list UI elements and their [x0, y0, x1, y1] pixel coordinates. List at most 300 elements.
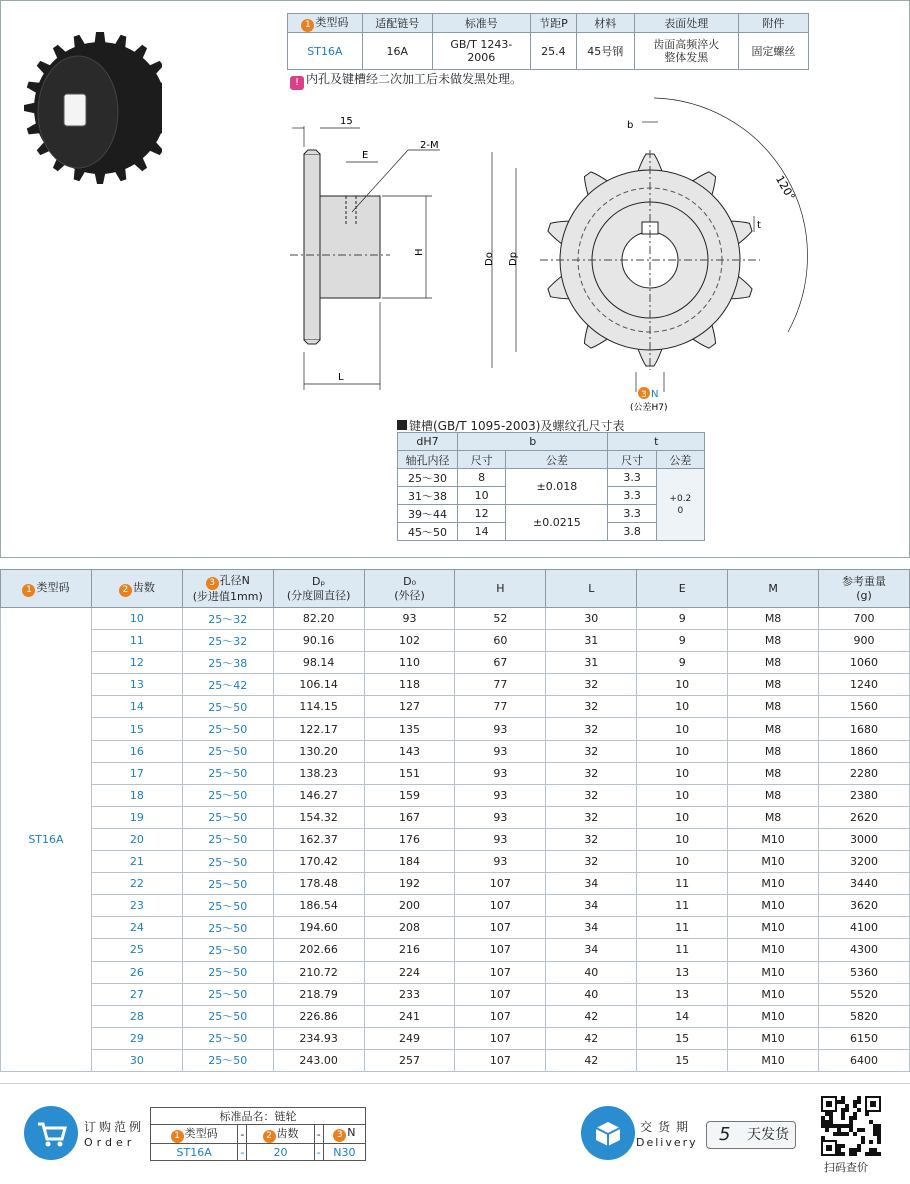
cell-e: 10 — [637, 740, 728, 762]
delivery-title-en: Delivery — [636, 1136, 698, 1149]
cell-h: 93 — [455, 718, 546, 740]
cell-bore: 25～38 — [182, 652, 273, 674]
cell-weight: 5820 — [819, 1005, 910, 1027]
cell-m: M8 — [728, 608, 819, 630]
spec-material: 45号钢 — [576, 33, 634, 70]
cell-l: 40 — [546, 961, 637, 983]
ex-type: ST16A — [151, 1144, 238, 1161]
cell-e: 10 — [637, 696, 728, 718]
spec-header-chain: 适配链号 — [362, 14, 432, 33]
cell-dp: 210.72 — [273, 961, 364, 983]
kw-t: 3.3 — [608, 505, 656, 523]
cell-do: 143 — [364, 740, 455, 762]
spec-surface: 齿面高频淬火 整体发黑 — [634, 33, 738, 70]
table-row — [1, 939, 910, 961]
cell-bore: 25～50 — [182, 939, 273, 961]
cell-l: 32 — [546, 806, 637, 828]
dim-Dp: Dp — [508, 251, 519, 266]
spec-standard: GB/T 1243- 2006 — [432, 33, 530, 70]
cell-e: 11 — [637, 895, 728, 917]
cell-bore: 25～42 — [182, 674, 273, 696]
cell-weight: 3620 — [819, 895, 910, 917]
footer — [0, 1083, 910, 1184]
cell-dp: 234.93 — [273, 1027, 364, 1049]
cell-e: 13 — [637, 961, 728, 983]
cell-teeth: 24 — [91, 917, 182, 939]
kw-h-bsize: 尺寸 — [458, 451, 506, 469]
cell-dp: 202.66 — [273, 939, 364, 961]
kw-b: 14 — [458, 523, 506, 541]
main-h-weight: 参考重量 (g) — [819, 570, 910, 608]
cell-do: 233 — [364, 983, 455, 1005]
cell-bore: 25～50 — [182, 961, 273, 983]
cell-h: 67 — [455, 652, 546, 674]
cell-h: 77 — [455, 696, 546, 718]
cell-dp: 194.60 — [273, 917, 364, 939]
cell-dp: 122.17 — [273, 718, 364, 740]
cell-h: 107 — [455, 939, 546, 961]
cell-l: 34 — [546, 895, 637, 917]
cell-bore: 25～50 — [182, 718, 273, 740]
cell-h: 107 — [455, 1049, 546, 1071]
cell-weight: 5520 — [819, 983, 910, 1005]
cell-teeth: 10 — [91, 608, 182, 630]
cell-weight: 3200 — [819, 851, 910, 873]
ex-teeth: 20 — [247, 1144, 314, 1161]
cell-l: 40 — [546, 983, 637, 1005]
spec-header-material: 材料 — [576, 14, 634, 33]
cell-m: M10 — [728, 961, 819, 983]
table-row — [1, 1005, 910, 1027]
cell-l: 32 — [546, 784, 637, 806]
cell-h: 93 — [455, 851, 546, 873]
cell-dp: 178.48 — [273, 873, 364, 895]
cell-teeth: 11 — [91, 630, 182, 652]
cell-l: 42 — [546, 1027, 637, 1049]
cell-m: M8 — [728, 762, 819, 784]
cell-l: 42 — [546, 1005, 637, 1027]
kw-h-t: t — [608, 433, 705, 451]
cell-h: 77 — [455, 674, 546, 696]
cell-weight: 6400 — [819, 1049, 910, 1071]
cell-weight: 3440 — [819, 873, 910, 895]
cell-teeth: 25 — [91, 939, 182, 961]
dim-Do: Do — [484, 252, 495, 266]
cell-e: 10 — [637, 674, 728, 696]
cell-h: 107 — [455, 1027, 546, 1049]
cell-weight: 900 — [819, 630, 910, 652]
kw-t: 3.3 — [608, 469, 656, 487]
cell-l: 32 — [546, 696, 637, 718]
cell-h: 52 — [455, 608, 546, 630]
spec-chain: 16A — [362, 33, 432, 70]
cell-bore: 25～32 — [182, 608, 273, 630]
cell-teeth: 22 — [91, 873, 182, 895]
sprocket-photo — [22, 8, 162, 186]
kw-h-shaft: 轴孔内径 — [398, 451, 458, 469]
cell-weight: 4300 — [819, 939, 910, 961]
cell-do: 216 — [364, 939, 455, 961]
cell-bore: 25～50 — [182, 1049, 273, 1071]
cell-l: 31 — [546, 652, 637, 674]
cell-e: 11 — [637, 873, 728, 895]
cell-teeth: 13 — [91, 674, 182, 696]
dim-120: 120° — [772, 173, 798, 203]
kw-t: 3.3 — [608, 487, 656, 505]
cell-dp: 186.54 — [273, 895, 364, 917]
cell-h: 93 — [455, 762, 546, 784]
delivery-box-icon — [581, 1106, 635, 1160]
cell-h: 93 — [455, 784, 546, 806]
cell-dp: 154.32 — [273, 806, 364, 828]
cell-m: M8 — [728, 718, 819, 740]
table-row — [1, 1049, 910, 1071]
cell-m: M10 — [728, 939, 819, 961]
order-title: 订购范例 — [84, 1120, 145, 1134]
dash: - — [314, 1125, 323, 1144]
main-h-bore: 3 孔径N (步进值1mm) — [182, 570, 273, 608]
dim-t: t — [757, 220, 761, 231]
main-h-m: M — [728, 570, 819, 608]
cell-h: 93 — [455, 828, 546, 850]
cell-do: 208 — [364, 917, 455, 939]
cell-m: M8 — [728, 784, 819, 806]
cell-do: 135 — [364, 718, 455, 740]
cell-bore: 25～50 — [182, 1027, 273, 1049]
kw-h-dh7: dH7 — [398, 433, 458, 451]
cell-e: 10 — [637, 828, 728, 850]
kw-h-ttol: 公差 — [656, 451, 704, 469]
kw-d: 39～44 — [398, 505, 458, 523]
cell-e: 15 — [637, 1027, 728, 1049]
kw-btol: ±0.018 — [506, 469, 608, 505]
table-row — [1, 608, 910, 630]
table-row — [1, 1027, 910, 1049]
cell-dp: 226.86 — [273, 1005, 364, 1027]
cell-dp: 170.42 — [273, 851, 364, 873]
table-row — [1, 961, 910, 983]
dim-N-badge: 3 — [641, 390, 647, 400]
kw-h-b: b — [458, 433, 608, 451]
cell-bore: 25～50 — [182, 917, 273, 939]
cell-e: 9 — [637, 630, 728, 652]
cell-m: M8 — [728, 696, 819, 718]
cell-bore: 25～50 — [182, 762, 273, 784]
main-h-do: D₀ (外径) — [364, 570, 455, 608]
table-row — [1, 851, 910, 873]
cell-m: M10 — [728, 1049, 819, 1071]
technical-drawing — [270, 92, 810, 417]
dim-H: H — [414, 248, 425, 256]
table-row — [1, 674, 910, 696]
table-row — [1, 828, 910, 850]
cell-weight: 700 — [819, 608, 910, 630]
spec-header-surface: 表面处理 — [634, 14, 738, 33]
cell-dp: 82.20 — [273, 608, 364, 630]
cell-teeth: 21 — [91, 851, 182, 873]
order-title-en: Order — [84, 1136, 136, 1149]
cell-l: 32 — [546, 762, 637, 784]
cell-teeth: 29 — [91, 1027, 182, 1049]
delivery-days: 5 天发货 — [706, 1121, 796, 1149]
cell-bore: 25～50 — [182, 806, 273, 828]
cell-m: M10 — [728, 983, 819, 1005]
spec-header-type: 1 类型码 — [288, 14, 363, 33]
cell-m: M8 — [728, 630, 819, 652]
cell-l: 31 — [546, 630, 637, 652]
cell-teeth: 15 — [91, 718, 182, 740]
table-row — [1, 983, 910, 1005]
cell-do: 110 — [364, 652, 455, 674]
dim-2M: 2-M — [420, 140, 439, 151]
cell-h: 93 — [455, 740, 546, 762]
main-h-l: L — [546, 570, 637, 608]
cell-teeth: 28 — [91, 1005, 182, 1027]
warning-icon: ! — [290, 76, 304, 90]
cell-teeth: 27 — [91, 983, 182, 1005]
cell-do: 257 — [364, 1049, 455, 1071]
cell-dp: 162.37 — [273, 828, 364, 850]
table-row — [1, 762, 910, 784]
main-h-teeth: 2 齿数 — [91, 570, 182, 608]
cell-do: 224 — [364, 961, 455, 983]
spec-table — [287, 13, 809, 70]
cell-dp: 114.15 — [273, 696, 364, 718]
cell-weight: 1860 — [819, 740, 910, 762]
cell-weight: 6150 — [819, 1027, 910, 1049]
cell-do: 192 — [364, 873, 455, 895]
cell-teeth: 30 — [91, 1049, 182, 1071]
cell-do: 176 — [364, 828, 455, 850]
cell-do: 184 — [364, 851, 455, 873]
dimension-table — [0, 569, 910, 1072]
cell-dp: 90.16 — [273, 630, 364, 652]
cell-m: M8 — [728, 674, 819, 696]
cell-dp: 106.14 — [273, 674, 364, 696]
cell-e: 10 — [637, 784, 728, 806]
ex-bore: N30 — [323, 1144, 365, 1161]
ex-teeth-label: 2 齿数 — [247, 1125, 314, 1144]
spec-header-accessory: 附件 — [738, 14, 808, 33]
table-row — [1, 652, 910, 674]
cell-bore: 25～32 — [182, 630, 273, 652]
cell-m: M10 — [728, 895, 819, 917]
kw-d: 25～30 — [398, 469, 458, 487]
cell-do: 200 — [364, 895, 455, 917]
dash: - — [314, 1144, 323, 1161]
cell-m: M10 — [728, 851, 819, 873]
cell-l: 32 — [546, 851, 637, 873]
cell-weight: 5360 — [819, 961, 910, 983]
cell-l: 32 — [546, 718, 637, 740]
cell-m: M8 — [728, 652, 819, 674]
cell-do: 102 — [364, 630, 455, 652]
cell-l: 34 — [546, 917, 637, 939]
cell-h: 107 — [455, 961, 546, 983]
table-row — [1, 696, 910, 718]
dash: - — [238, 1125, 247, 1144]
kw-h-btol: 公差 — [506, 451, 608, 469]
dim-E: E — [362, 150, 369, 161]
cell-bore: 25～50 — [182, 895, 273, 917]
cell-teeth: 23 — [91, 895, 182, 917]
cell-teeth: 18 — [91, 784, 182, 806]
cell-bore: 25～50 — [182, 983, 273, 1005]
kw-t: 3.8 — [608, 523, 656, 541]
cell-teeth: 26 — [91, 961, 182, 983]
cell-e: 10 — [637, 762, 728, 784]
cell-e: 10 — [637, 806, 728, 828]
cell-bore: 25～50 — [182, 740, 273, 762]
cell-e: 15 — [637, 1049, 728, 1071]
cell-do: 151 — [364, 762, 455, 784]
qr-code-icon[interactable] — [821, 1096, 881, 1156]
cell-weight: 1680 — [819, 718, 910, 740]
table-row — [1, 895, 910, 917]
cell-m: M10 — [728, 1005, 819, 1027]
ex-type-label: 1 类型码 — [151, 1125, 238, 1144]
cell-h: 107 — [455, 895, 546, 917]
cell-do: 241 — [364, 1005, 455, 1027]
cell-bore: 25～50 — [182, 784, 273, 806]
cell-do: 167 — [364, 806, 455, 828]
cell-l: 32 — [546, 674, 637, 696]
cell-h: 107 — [455, 1005, 546, 1027]
cell-weight: 2620 — [819, 806, 910, 828]
kw-b: 12 — [458, 505, 506, 523]
table-row — [1, 784, 910, 806]
cell-l: 32 — [546, 740, 637, 762]
cell-dp: 243.00 — [273, 1049, 364, 1071]
kw-b: 8 — [458, 469, 506, 487]
cell-dp: 138.23 — [273, 762, 364, 784]
cell-h: 107 — [455, 917, 546, 939]
spec-accessory: 固定螺丝 — [738, 33, 808, 70]
cell-do: 249 — [364, 1027, 455, 1049]
table-row — [1, 873, 910, 895]
cell-h: 93 — [455, 806, 546, 828]
cell-m: M8 — [728, 806, 819, 828]
processing-note: ! 内孔及键槽经二次加工后未做发黑处理。 — [290, 70, 522, 90]
keyway-table — [397, 432, 705, 541]
spec-pitch: 25.4 — [530, 33, 576, 70]
cell-m: M10 — [728, 873, 819, 895]
badge-1: 1 — [301, 19, 314, 32]
cell-weight: 1240 — [819, 674, 910, 696]
delivery-title: 交货期 — [640, 1120, 695, 1134]
cell-dp: 146.27 — [273, 784, 364, 806]
main-h-dp: Dₚ (分度圆直径) — [273, 570, 364, 608]
cell-m: M10 — [728, 917, 819, 939]
cell-e: 10 — [637, 851, 728, 873]
qr-label: 扫码查价 — [824, 1161, 868, 1174]
kw-h-tsize: 尺寸 — [608, 451, 656, 469]
cell-do: 93 — [364, 608, 455, 630]
cell-teeth: 20 — [91, 828, 182, 850]
cell-bore: 25～50 — [182, 828, 273, 850]
cell-l: 42 — [546, 1049, 637, 1071]
cell-teeth: 12 — [91, 652, 182, 674]
cell-e: 11 — [637, 917, 728, 939]
cell-m: M10 — [728, 828, 819, 850]
kw-ttol: +0.2 0 — [656, 469, 704, 541]
cell-l: 32 — [546, 828, 637, 850]
cell-weight: 1560 — [819, 696, 910, 718]
cell-teeth: 19 — [91, 806, 182, 828]
cell-teeth: 14 — [91, 696, 182, 718]
cell-teeth: 17 — [91, 762, 182, 784]
cell-bore: 25～50 — [182, 1005, 273, 1027]
cell-h: 60 — [455, 630, 546, 652]
cell-weight: 2280 — [819, 762, 910, 784]
cell-e: 13 — [637, 983, 728, 1005]
spec-type: ST16A — [288, 33, 363, 70]
cart-icon — [24, 1106, 78, 1160]
table-row — [1, 917, 910, 939]
kw-d: 45～50 — [398, 523, 458, 541]
cell-e: 9 — [637, 652, 728, 674]
std-name: 标准品名：链轮 — [151, 1108, 366, 1125]
cell-do: 159 — [364, 784, 455, 806]
main-h-e: E — [637, 570, 728, 608]
ex-bore-label: 3 N — [323, 1125, 365, 1144]
dim-b: b — [627, 120, 634, 131]
dim-L: L — [338, 372, 344, 383]
keyway-title: 键槽(GB/T 1095-2003)及螺纹孔尺寸表 — [397, 417, 625, 434]
dim-N: N — [651, 389, 659, 400]
spec-header-standard: 标准号 — [432, 14, 530, 33]
cell-dp: 218.79 — [273, 983, 364, 1005]
cell-e: 14 — [637, 1005, 728, 1027]
table-row — [1, 806, 910, 828]
dim-15: 15 — [340, 116, 353, 127]
main-h-type: 1 类型码 — [1, 570, 92, 608]
cell-dp: 130.20 — [273, 740, 364, 762]
cell-weight: 4100 — [819, 917, 910, 939]
cell-teeth: 16 — [91, 740, 182, 762]
cell-bore: 25～50 — [182, 696, 273, 718]
spec-header-pitch: 节距P — [530, 14, 576, 33]
cell-e: 11 — [637, 939, 728, 961]
cell-do: 127 — [364, 696, 455, 718]
cell-l: 30 — [546, 608, 637, 630]
table-row — [1, 718, 910, 740]
cell-weight: 2380 — [819, 784, 910, 806]
cell-h: 107 — [455, 873, 546, 895]
cell-m: M8 — [728, 740, 819, 762]
kw-btol: ±0.0215 — [506, 505, 608, 541]
cell-m: M10 — [728, 1027, 819, 1049]
cell-l: 34 — [546, 939, 637, 961]
cell-l: 34 — [546, 873, 637, 895]
cell-do: 118 — [364, 674, 455, 696]
cell-bore: 25～50 — [182, 873, 273, 895]
kw-d: 31～38 — [398, 487, 458, 505]
cell-weight: 3000 — [819, 828, 910, 850]
type-code-cell: ST16A — [1, 608, 92, 1072]
table-row — [1, 740, 910, 762]
kw-b: 10 — [458, 487, 506, 505]
main-h-h: H — [455, 570, 546, 608]
table-row — [1, 630, 910, 652]
dim-N-tol: (公差H7) — [630, 403, 668, 413]
dash: - — [238, 1144, 247, 1161]
cell-dp: 98.14 — [273, 652, 364, 674]
cell-bore: 25～50 — [182, 851, 273, 873]
cell-e: 10 — [637, 718, 728, 740]
cell-h: 107 — [455, 983, 546, 1005]
cell-e: 9 — [637, 608, 728, 630]
